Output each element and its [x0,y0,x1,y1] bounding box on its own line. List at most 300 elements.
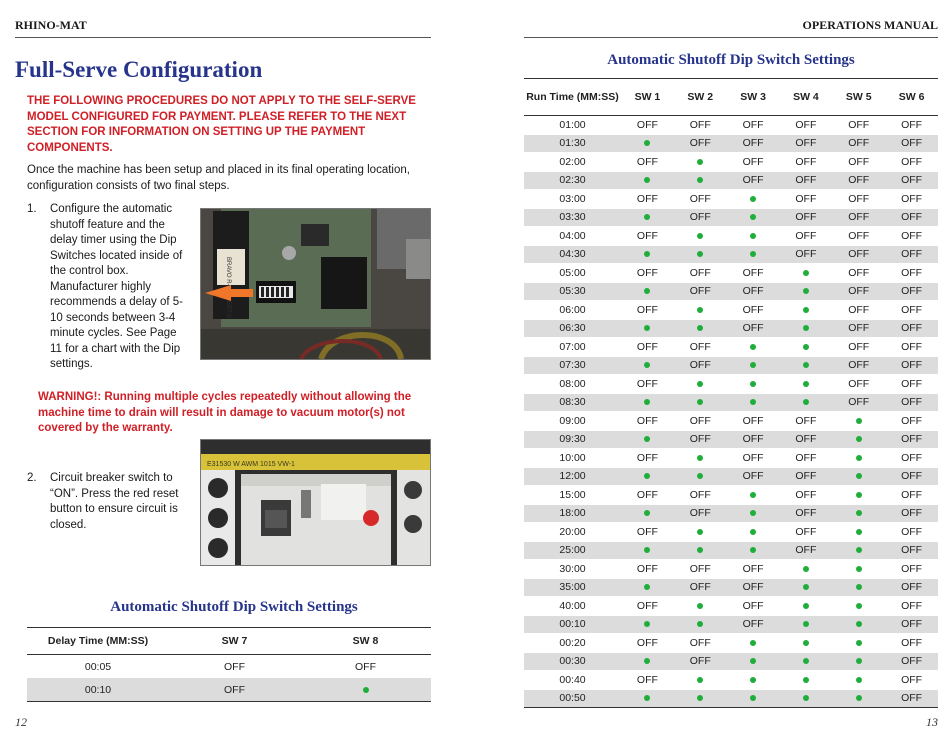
switch-on-dot-icon [750,344,756,350]
runtime-row [524,134,938,153]
switch-on-dot-icon [363,687,369,693]
runtime-switch-cell: OFF [779,523,832,542]
runtime-row [524,208,938,227]
switch-on-dot-icon [750,510,756,516]
switch-on-dot-icon [803,603,809,609]
runtime-switch-cell [674,671,727,690]
runtime-switch-cell: OFF [885,615,938,634]
runtime-switch-cell [832,560,885,579]
runtime-switch-cell: OFF [885,134,938,153]
runtime-row [524,449,938,468]
switch-on-dot-icon [750,233,756,239]
page-title: Full-Serve Configuration [15,57,263,82]
circuit-breaker-photo [200,439,431,566]
runtime-time-cell: 05:30 [524,282,621,301]
switch-on-dot-icon [697,159,703,165]
switch-on-dot-icon [750,658,756,664]
switch-on-dot-icon [697,307,703,313]
runtime-switch-cell: OFF [885,597,938,616]
runtime-switch-cell [674,153,727,172]
runtime-switch-cell [621,319,674,338]
runtime-switch-cell: OFF [779,171,832,190]
runtime-switch-cell: OFF [674,486,727,505]
runtime-time-cell: 06:30 [524,319,621,338]
runtime-row [524,375,938,394]
runtime-switch-cell [674,615,727,634]
runtime-switch-cell: OFF [779,504,832,523]
switch-on-dot-icon [750,677,756,683]
control-board-photo [200,208,431,360]
runtime-switch-cell [621,541,674,560]
runtime-row [524,171,938,190]
switch-on-dot-icon [856,566,862,572]
switch-on-dot-icon [803,640,809,646]
runtime-switch-cell: OFF [832,282,885,301]
runtime-switch-cell [674,449,727,468]
runtime-switch-cell [779,375,832,394]
switch-on-dot-icon [803,325,809,331]
runtime-header-sw2: SW 2 [674,79,727,116]
switch-on-dot-icon [750,695,756,701]
runtime-time-cell: 01:30 [524,134,621,153]
runtime-switch-cell [674,467,727,486]
switch-on-dot-icon [856,492,862,498]
runtime-switch-cell: OFF [779,153,832,172]
runtime-switch-cell: OFF [621,560,674,579]
switch-on-dot-icon [803,362,809,368]
delay-time-cell: 00:05 [84,660,112,673]
delay-table-title: Automatic Shutoff Dip Switch Settings [110,599,358,615]
delay-time-cell: 00:10 [27,678,169,702]
switch-on-dot-icon [803,677,809,683]
runtime-time-cell: 08:00 [524,375,621,394]
runtime-header-sw4: SW 4 [779,79,832,116]
switch-on-dot-icon [644,140,650,146]
switch-on-dot-icon [856,695,862,701]
runtime-switch-cell: OFF [621,190,674,209]
runtime-switch-cell: OFF [727,430,780,449]
switch-on-dot-icon [697,177,703,183]
switch-on-dot-icon [644,251,650,257]
runtime-header-sw1: SW 1 [621,79,674,116]
runtime-row [524,412,938,431]
delay-switch-cell: OFF [224,660,245,673]
runtime-switch-cell [621,504,674,523]
runtime-switch-cell: OFF [885,560,938,579]
runtime-switch-cell: OFF [727,467,780,486]
switch-on-dot-icon [644,621,650,627]
delay-header-sw8: SW 8 [300,628,431,655]
runtime-switch-cell: OFF [727,134,780,153]
runtime-switch-cell: OFF [779,541,832,560]
switch-on-dot-icon [803,658,809,664]
runtime-switch-cell [832,467,885,486]
switch-on-dot-icon [697,251,703,257]
wire-label: E31530 W AWM 1015 VW-1 [207,461,295,468]
runtime-row [524,689,938,708]
runtime-time-cell: 18:00 [524,504,621,523]
runtime-switch-cell [621,171,674,190]
switch-on-dot-icon [644,510,650,516]
delay-header-sw7: SW 7 [169,628,300,655]
switch-on-dot-icon [750,492,756,498]
runtime-time-cell: 06:00 [524,301,621,320]
runtime-switch-cell [779,634,832,653]
runtime-switch-cell: OFF [832,301,885,320]
runtime-table [524,78,938,708]
switch-on-dot-icon [803,621,809,627]
runtime-time-cell: 05:00 [524,264,621,283]
runtime-switch-cell [832,689,885,708]
runtime-switch-cell [727,689,780,708]
switch-on-dot-icon [750,399,756,405]
runtime-switch-cell: OFF [621,634,674,653]
runtime-switch-cell: OFF [621,486,674,505]
runtime-switch-cell: OFF [885,689,938,708]
runtime-switch-cell: OFF [779,134,832,153]
switch-on-dot-icon [644,658,650,664]
runtime-switch-cell [621,393,674,412]
runtime-row [524,338,938,357]
runtime-switch-cell [779,338,832,357]
runtime-switch-cell: OFF [674,356,727,375]
runtime-switch-cell [674,541,727,560]
runtime-switch-cell [832,615,885,634]
runtime-switch-cell: OFF [832,116,885,135]
warning-text: WARNING!: Running multiple cycles repeatedly without allowing the machine time to drain will result in damage to vacuum motor(s) not covered by the warranty. [38,391,412,434]
switch-on-dot-icon [644,695,650,701]
runtime-switch-cell: OFF [832,393,885,412]
switch-on-dot-icon [697,695,703,701]
runtime-time-cell: 02:30 [524,171,621,190]
runtime-row [524,560,938,579]
runtime-switch-cell [674,171,727,190]
runtime-switch-cell: OFF [621,301,674,320]
runtime-row [524,301,938,320]
runtime-row [524,190,938,209]
runtime-switch-cell [727,338,780,357]
switch-on-dot-icon [803,270,809,276]
runtime-switch-cell: OFF [885,541,938,560]
runtime-row [524,652,938,671]
notice-text: THE FOLLOWING PROCEDURES DO NOT APPLY TO THE SELF-SERVE MODEL CONFIGURED FOR PAYMENT. PLEASE REFER TO THE NEXT SECTION FOR INFORMATION ON SETTING UP THE PAYMENT COMPONENTS. [27,95,416,154]
header-rule-right [524,37,938,38]
runtime-time-cell: 09:30 [524,430,621,449]
runtime-time-cell: 00:10 [524,615,621,634]
runtime-header-time: Run Time (MM:SS) [524,79,621,116]
runtime-switch-cell [779,356,832,375]
switch-on-dot-icon [750,214,756,220]
runtime-switch-cell: OFF [885,634,938,653]
switch-on-dot-icon [697,547,703,553]
runtime-switch-cell: OFF [727,264,780,283]
runtime-switch-cell: OFF [674,116,727,135]
runtime-switch-cell: OFF [885,430,938,449]
runtime-switch-cell: OFF [885,116,938,135]
runtime-row [524,282,938,301]
switch-on-dot-icon [750,547,756,553]
runtime-row [524,245,938,264]
runtime-switch-cell: OFF [727,116,780,135]
runtime-switch-cell [674,319,727,338]
runtime-switch-cell [621,245,674,264]
runtime-row [524,393,938,412]
runtime-time-cell: 00:20 [524,634,621,653]
runtime-row [524,467,938,486]
runtime-row [524,504,938,523]
runtime-switch-cell: OFF [885,171,938,190]
runtime-switch-cell: OFF [621,264,674,283]
intro-text: Once the machine has been setup and placed in its final operating location, configuration consists of two final steps. [27,164,410,192]
runtime-switch-cell [727,208,780,227]
runtime-switch-cell: OFF [727,449,780,468]
runtime-switch-cell: OFF [885,282,938,301]
switch-on-dot-icon [856,584,862,590]
page-number-left: 12 [15,715,27,729]
runtime-switch-cell [727,652,780,671]
switch-on-dot-icon [644,214,650,220]
runtime-row [524,430,938,449]
runtime-switch-cell: OFF [832,319,885,338]
switch-on-dot-icon [750,529,756,535]
runtime-switch-cell: OFF [832,227,885,246]
runtime-switch-cell: OFF [885,467,938,486]
runtime-switch-cell: OFF [885,356,938,375]
runtime-switch-cell [621,208,674,227]
runtime-time-cell: 00:40 [524,671,621,690]
runtime-switch-cell: OFF [779,116,832,135]
runtime-switch-cell [779,264,832,283]
runtime-switch-cell [779,671,832,690]
runtime-switch-cell [727,541,780,560]
delay-header-time: Delay Time (MM:SS) [27,628,169,655]
runtime-row [524,486,938,505]
switch-on-dot-icon [856,640,862,646]
runtime-switch-cell: OFF [621,597,674,616]
runtime-switch-cell [727,190,780,209]
runtime-switch-cell [621,652,674,671]
runtime-switch-cell: OFF [674,190,727,209]
switch-on-dot-icon [644,362,650,368]
runtime-row [524,671,938,690]
switch-on-dot-icon [803,288,809,294]
runtime-switch-cell: OFF [832,153,885,172]
runtime-switch-cell: OFF [674,338,727,357]
step1-text: Configure the automatic shutoff feature and the delay timer using the Dip Switches located inside of the control box. Manufacturer highly recommends a delay of 5-10 seconds between 3-4 minute cycles. See Page 11 for a chart with the Dip settings. [50,203,183,370]
switch-on-dot-icon [644,547,650,553]
runtime-switch-cell: OFF [779,449,832,468]
header-left: RHINO-MAT [15,18,87,32]
delay-row [27,678,431,702]
runtime-switch-cell [621,430,674,449]
runtime-row [524,578,938,597]
runtime-switch-cell: OFF [727,301,780,320]
runtime-switch-cell: OFF [779,486,832,505]
runtime-row [524,116,938,135]
runtime-switch-cell: OFF [832,190,885,209]
delay-switch-cell [300,678,431,702]
runtime-switch-cell: OFF [674,634,727,653]
runtime-switch-cell [674,245,727,264]
runtime-time-cell: 00:30 [524,652,621,671]
switch-on-dot-icon [856,547,862,553]
runtime-switch-cell [832,486,885,505]
switch-on-dot-icon [750,196,756,202]
switch-on-dot-icon [803,566,809,572]
runtime-switch-cell: OFF [727,597,780,616]
runtime-switch-cell [832,541,885,560]
runtime-switch-cell: OFF [727,615,780,634]
switch-on-dot-icon [697,399,703,405]
runtime-switch-cell [832,634,885,653]
circuit-breaker-illustration [201,440,430,565]
runtime-switch-cell [727,245,780,264]
switch-on-dot-icon [856,473,862,479]
delay-switch-cell: OFF [355,660,376,673]
runtime-switch-cell [727,486,780,505]
runtime-header-sw6: SW 6 [885,79,938,116]
runtime-switch-cell: OFF [674,652,727,671]
switch-on-dot-icon [697,233,703,239]
switch-on-dot-icon [644,325,650,331]
runtime-switch-cell: OFF [727,282,780,301]
runtime-switch-cell: OFF [885,264,938,283]
switch-on-dot-icon [697,455,703,461]
runtime-switch-cell [832,671,885,690]
runtime-switch-cell: OFF [779,208,832,227]
step1-number: 1. [27,203,37,215]
runtime-table-title: Automatic Shutoff Dip Switch Settings [607,52,855,68]
runtime-switch-cell: OFF [832,245,885,264]
runtime-switch-cell [674,301,727,320]
switch-on-dot-icon [644,288,650,294]
runtime-switch-cell [779,282,832,301]
runtime-switch-cell [832,430,885,449]
switch-on-dot-icon [644,436,650,442]
runtime-switch-cell: OFF [674,264,727,283]
runtime-time-cell: 01:00 [524,116,621,135]
runtime-time-cell: 03:30 [524,208,621,227]
switch-on-dot-icon [697,529,703,535]
runtime-switch-cell [779,597,832,616]
runtime-switch-cell [674,523,727,542]
runtime-switch-cell [832,523,885,542]
switch-on-dot-icon [856,603,862,609]
runtime-switch-cell [832,412,885,431]
switch-on-dot-icon [856,621,862,627]
runtime-switch-cell [727,634,780,653]
runtime-switch-cell: OFF [885,504,938,523]
delay-time-table [27,627,431,702]
runtime-switch-cell: OFF [674,578,727,597]
runtime-switch-cell: OFF [727,412,780,431]
runtime-switch-cell [779,689,832,708]
switch-on-dot-icon [697,325,703,331]
runtime-time-cell: 12:00 [524,467,621,486]
runtime-header-sw5: SW 5 [832,79,885,116]
runtime-row [524,597,938,616]
runtime-switch-cell: OFF [832,264,885,283]
step2-number: 2. [27,472,37,484]
runtime-switch-cell [832,652,885,671]
delay-row [27,655,431,679]
switch-on-dot-icon [803,381,809,387]
runtime-switch-cell: OFF [885,319,938,338]
runtime-switch-cell [727,227,780,246]
step2-text: Circuit breaker switch to “ON”. Press the red reset button to ensure circuit is closed. [50,472,179,531]
runtime-switch-cell [674,227,727,246]
runtime-switch-cell: OFF [779,190,832,209]
runtime-row [524,523,938,542]
runtime-switch-cell [674,375,727,394]
runtime-row [524,356,938,375]
runtime-switch-cell [727,523,780,542]
switch-on-dot-icon [750,362,756,368]
switch-on-dot-icon [803,399,809,405]
switch-on-dot-icon [697,677,703,683]
runtime-switch-cell: OFF [885,338,938,357]
runtime-row [524,264,938,283]
runtime-switch-cell [779,578,832,597]
runtime-header-sw3: SW 3 [727,79,780,116]
runtime-switch-cell: OFF [885,486,938,505]
switch-on-dot-icon [644,177,650,183]
runtime-switch-cell [727,356,780,375]
runtime-time-cell: 04:00 [524,227,621,246]
runtime-row [524,541,938,560]
runtime-switch-cell: OFF [674,208,727,227]
runtime-switch-cell: OFF [621,449,674,468]
runtime-switch-cell [779,560,832,579]
runtime-switch-cell: OFF [885,412,938,431]
runtime-switch-cell: OFF [674,282,727,301]
page-number-right: 13 [926,715,938,729]
runtime-row [524,615,938,634]
header-right: OPERATIONS MANUAL [802,18,938,32]
runtime-switch-cell [621,134,674,153]
runtime-switch-cell: OFF [674,134,727,153]
runtime-switch-cell: OFF [885,578,938,597]
delay-switch-cell: OFF [169,678,300,702]
runtime-time-cell: 09:00 [524,412,621,431]
runtime-switch-cell [779,301,832,320]
runtime-switch-cell: OFF [621,227,674,246]
switch-on-dot-icon [644,399,650,405]
switch-on-dot-icon [856,510,862,516]
runtime-switch-cell [779,393,832,412]
runtime-switch-cell: OFF [885,153,938,172]
runtime-switch-cell: OFF [832,356,885,375]
runtime-time-cell: 25:00 [524,541,621,560]
runtime-row [524,227,938,246]
runtime-switch-cell [727,375,780,394]
runtime-switch-cell [832,578,885,597]
switch-on-dot-icon [803,307,809,313]
switch-on-dot-icon [803,695,809,701]
runtime-switch-cell: OFF [674,504,727,523]
runtime-switch-cell [832,449,885,468]
switch-on-dot-icon [856,658,862,664]
runtime-switch-cell [621,356,674,375]
runtime-time-cell: 03:00 [524,190,621,209]
runtime-switch-cell [727,393,780,412]
runtime-switch-cell: OFF [621,153,674,172]
runtime-switch-cell: OFF [885,652,938,671]
switch-on-dot-icon [644,473,650,479]
runtime-switch-cell: OFF [885,671,938,690]
switch-on-dot-icon [803,584,809,590]
switch-on-dot-icon [856,455,862,461]
